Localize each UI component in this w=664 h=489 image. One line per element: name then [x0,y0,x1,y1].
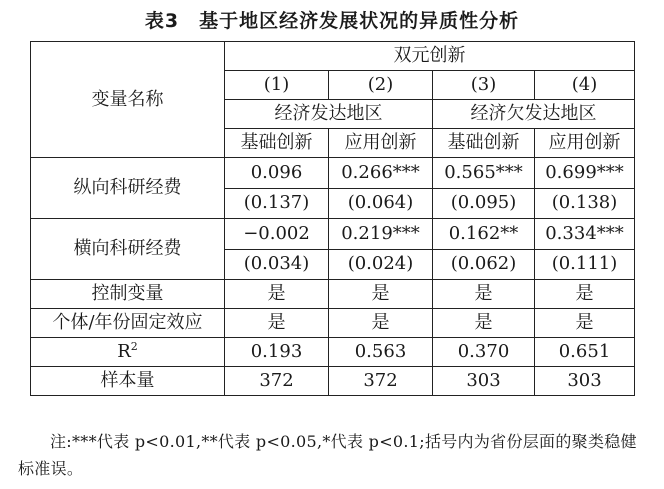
coef-cell: 0.334*** [535,219,635,250]
table-row [31,338,635,367]
r2-cell: 0.651 [535,338,635,367]
table-row [31,158,635,189]
row-label-controls: 控制变量 [31,280,225,309]
row-label-sample-size: 样本量 [31,367,225,396]
region-underdeveloped: 经济欠发达地区 [433,100,635,129]
innovation-type-3: 基础创新 [433,129,535,158]
table-footnote: 注:***代表 p<0.01,**代表 p<0.05,*代表 p<0.1;括号内为省份层面的聚类稳健标准误。 [18,432,637,478]
r-squared-symbol: R [117,341,131,362]
yes-cell: 是 [535,309,635,338]
yes-cell: 是 [535,280,635,309]
coef-cell: 0.565*** [433,158,535,189]
se-cell: (0.024) [329,249,433,280]
col-num-3: (3) [433,71,535,100]
table-row [31,280,635,309]
coef-cell: 0.219*** [329,219,433,250]
row-label-vertical-funding: 纵向科研经费 [31,158,225,219]
yes-cell: 是 [225,280,329,309]
coef-cell: −0.002 [225,219,329,250]
table-row [31,219,635,250]
yes-cell: 是 [433,280,535,309]
yes-cell: 是 [225,309,329,338]
col-num-4: (4) [535,71,635,100]
innovation-type-1: 基础创新 [225,129,329,158]
n-cell: 372 [329,367,433,396]
coef-cell: 0.162** [433,219,535,250]
coef-cell: 0.266*** [329,158,433,189]
col-num-2: (2) [329,71,433,100]
table-row [31,367,635,396]
variable-name-header: 变量名称 [31,42,225,158]
r2-cell: 0.563 [329,338,433,367]
n-cell: 372 [225,367,329,396]
n-cell: 303 [535,367,635,396]
r2-cell: 0.370 [433,338,535,367]
se-cell: (0.034) [225,249,329,280]
yes-cell: 是 [329,309,433,338]
se-cell: (0.062) [433,249,535,280]
r2-cell: 0.193 [225,338,329,367]
dual-innovation-header: 双元创新 [225,42,635,71]
yes-cell: 是 [329,280,433,309]
region-developed: 经济发达地区 [225,100,433,129]
se-cell: (0.138) [535,188,635,219]
table-row [31,309,635,338]
table-title: 表3 基于地区经济发展状况的异质性分析 [144,10,520,32]
se-cell: (0.137) [225,188,329,219]
row-label-r-squared [31,338,225,367]
row-label-fixed-effects: 个体/年份固定效应 [31,309,225,338]
innovation-type-4: 应用创新 [535,129,635,158]
se-cell: (0.095) [433,188,535,219]
row-label-horizontal-funding: 横向科研经费 [31,219,225,280]
coef-cell: 0.096 [225,158,329,189]
coef-cell: 0.699*** [535,158,635,189]
yes-cell: 是 [433,309,535,338]
regression-table [30,41,635,396]
se-cell: (0.111) [535,249,635,280]
innovation-type-2: 应用创新 [329,129,433,158]
n-cell: 303 [433,367,535,396]
r-squared-superscript: 2 [130,340,138,353]
se-cell: (0.064) [329,188,433,219]
col-num-1: (1) [225,71,329,100]
